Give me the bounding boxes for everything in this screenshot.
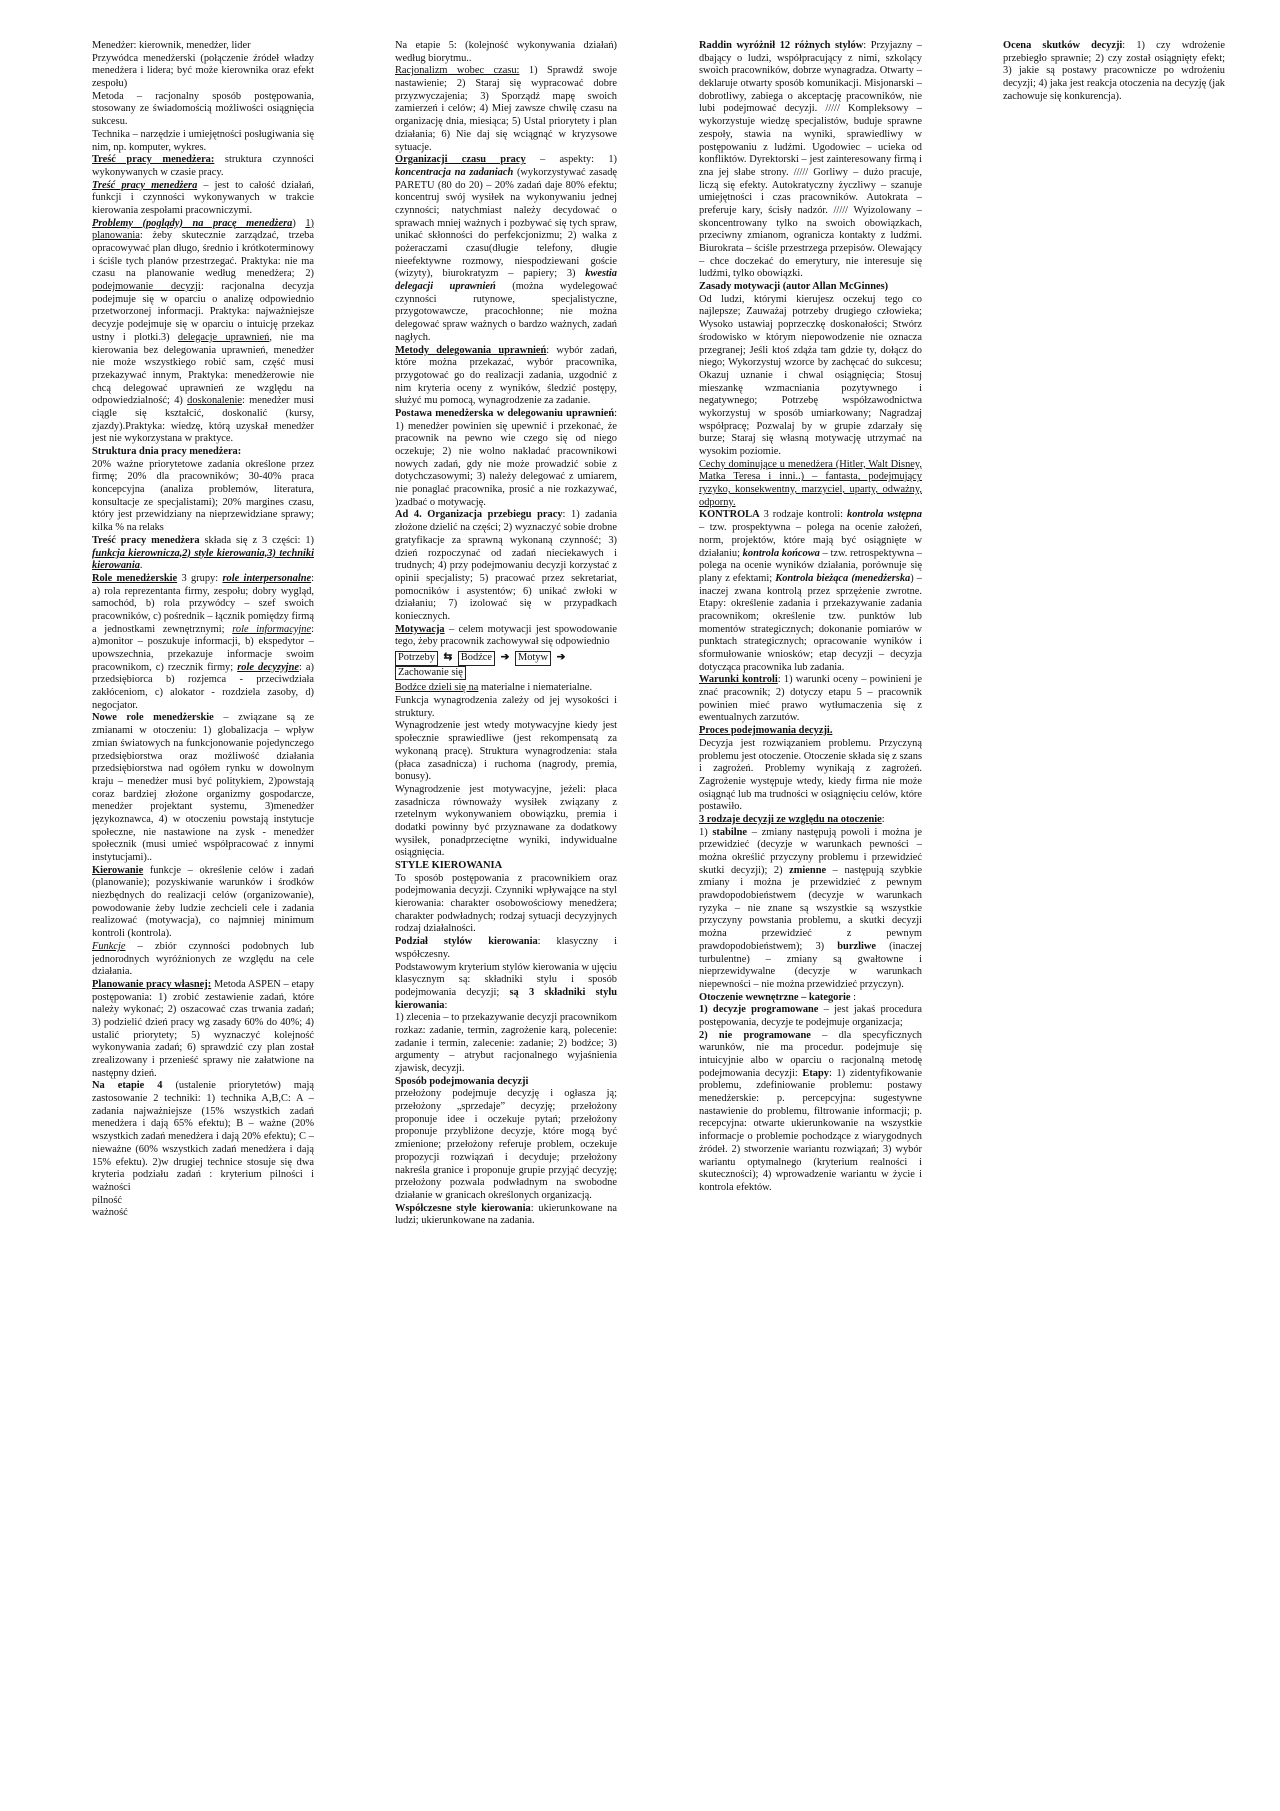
text-run: : a) rola reprezentanta firmy, zespołu; dobry wygląd, samochód, b) rola przywódcy – szef swoich pracowników, c) pośrednik – łącznik pomiędzy firmą a jednostkami zewnętrznymi; [92,572,314,635]
paragraph [92,180,314,218]
paragraph [395,65,617,154]
text-run: : wybór zadań, które można przekazać, wybór pracownika, przygotować go do realizacji zadania, uzgodnić z nim kryteria oceny z wyników, śledzić postępy, służyć mu pomocą, wynagrodzenie za zadanie. [395,344,617,407]
text-run: To sposób postępowania z pracownikiem oraz podejmowania decyzji. Czynniki wpływające na styl kierowania: charakter osobowościowy menedżera; charakter podwładnych; rodzaj sytuacji decyzyjnych rodzaj działalności. [395,872,617,935]
paragraph [92,535,314,573]
text-run: : klasyczny i współczesny. [395,936,617,960]
text-run: 1) [699,826,713,838]
paragraph [92,865,314,941]
text-run-emphasis: Racjonalizm wobec czasu: [395,65,520,77]
text-run-emphasis: Na etapie 4 [92,1080,163,1092]
text-run: Od ludzi, którymi kierujesz oczekuj tego co najlepsze; Zauważaj potrzeby drugiego człowieka; Wysoko ustawiaj poprzeczkę doskonałości; Stwórz środowisko w którym niepowodzenie nie oznacza przegranej; Jeśli ktoś zdąża tam gdzie ty, dołącz do niego; Wykorzystuj wzorce by zachęcać do sukcesu; Okazuj uznanie i chwal osiągnięcia; Stosuj mieszankę wzmacniania pozytywnego i negatywnego; Potrzebę współzawodnictwa wykorzystuj w sposób umiarkowany; Nagradzaj współpracę; Pozwalaj by w grupie zdarzały się burze; Staraj się własną motywację utrzymać na wysokim poziomie. [699,293,922,457]
text-run: 1) Sprawdź swoje nastawienie; 2) Staraj się wypracować dobre przyzwyczajenia; 3) Sporządź mapę swoich zamierzeń i celów; 4) Miej zawsze chwilę czasu na organizację dnia, miesiąca; 5) Ustal priorytety i plan działania; 6) Nie daj się wciągnąć w kryzysowe sytuacje. [395,65,617,153]
text-run: (inaczej turbulentne) – zmiany są gwałtowne i nieprzewidywalne (decyzje w warunkach niepewności – nie można przewidzieć przyczyn). [699,940,922,990]
column-4 [1003,40,1225,1780]
text-run: – celem motywacji jest spowodowanie tego, żeby pracownik zachowywał się odpowiednio [395,623,617,648]
paragraph [699,294,922,459]
paragraph [92,40,314,53]
text-run-emphasis: Kontrola bieżąca (menedżerska [775,572,911,584]
paragraph [395,154,617,344]
text-run: 3 rodzaje kontroli: [759,509,848,521]
text-run-emphasis: Ad 4. Organizacja przebiegu pracy [395,509,563,521]
paragraph [395,784,617,860]
text-run: : 1) czy wdrożenie przebiegło sprawnie; 2) czy został osiągnięty efekt; 3) jakie są postawy pracownicze po wdrożeniu decyzji; 4) jaka jest reakcja otoczenia na decyzję (jak zachowuje się konkurencja). [1003,40,1225,102]
paragraph [92,1207,314,1220]
text-run: ) [292,217,306,229]
text-run: składa się z 3 części: 1) [199,534,314,546]
text-run-emphasis: 3 rodzaje decyzji ze względu na otoczenie [699,813,882,825]
text-run-emphasis: funkcja kierownicza,2) style kierowania,3) techniki kierowania [92,547,314,572]
text-run: : żeby skutecznie zarządzać, trzeba opracowywać plan długo, średnio i krótkoterminowy i ściśle tych planów przestrzegać. Praktyka: nie ma czasu na planowanie według menedżera; 2) [92,230,314,280]
text-run: – zmiany następują powoli i można je przewidzieć (decyzje w warunkach pewności – można określić przyczyny problemu i przewidzieć skutki decyzji); 2) [699,826,922,876]
text-run-emphasis: Treść pracy menedżera [92,179,198,191]
text-run-emphasis: Treść pracy menedżera [92,534,200,546]
text-run-emphasis: są 3 składniki stylu kierowania [395,986,617,1011]
text-run-emphasis: Proces podejmowania decyzji. [699,725,833,737]
text-run-emphasis: Współczesne style kierowania [395,1202,531,1214]
text-run: – zbiór czynności podobnych lub jednorodnych wyróżnionych ze względu na cele działania. [92,940,314,978]
text-run: przełożony podejmuje decyzję i ogłasza ją; przełożony „sprzedaje” decyzję; przełożony proponuje idee i oczekuje pytań; przełożony proponuje przybliżone decyzje, które mogą być zmienione; przełożony referuje problem, oczekuje propozycji rozwiązań i decyduje; przełożony nakreśla granice i proponuje grupie przyjąć decyzję; przełożony pozwala podwładnym na swobodne działanie w granicach określonych organizacją. [395,1088,617,1201]
text-run: : Przyjazny – dbający o ludzi, współpracujący z nimi, szkolący swoich pracowników, dobrze wynagradza. Otwarty – deklaruje otwarty sposób komunikacji. Misjonarski – dobrotliwy, zabiega o akceptację pracowników, nie lubi podejmować decyzji. ///// Kompleksowy – wykorzystuje wiedzę specjalistów, buduje sprawne zespoły, stawia na wyniki, sprawiedliwy w postępowaniu z ludźmi. Ugodowiec – ucieka od konfliktów. Dyrektorski – jest zainteresowany firmą i zna jej słabe strony. ///// Gorliwy – dużo pracuje, liczą się efekty. Autokratyczny życzliwy – szanuje umiejętności i czas pracowników. Autokrata – preferuje kary, ścisły nadzór. ///// Wyizolowany – skoncentrowany tylko na swoich obowiązkach, przeciwny zmianom, ogranicza kontakty z ludźmi. Biurokrata – ściśle przestrzega przepisów. Olewający – chce doczekać do emerytury, nie interesuje się ludźmi, tylko obowiązki. [699,40,922,280]
text-run: : 1) warunki oceny – powinieni je znać pracownik; 2) dotyczy etapu 5 – pracownik powinien mieć prawo wytłumaczenia się z ewentualnych zarzutów. [699,674,922,724]
paragraph [395,695,617,720]
text-run: (wykorzystywać zasadę PARETU (80 do 20) – 20% zadań daje 80% efektu; koncentruj swój wysiłek na wykonywaniu jednej czynności; natychmiast należy decydować o sprawach mniej ważnych i pozbywać się tych spraw, unikać skłonności do perfekcjonizmu; 2) walka z pożeraczami czasu(długie telefony, długie nieefektywne rozmowy, niespodziewani goście (wizyty), biurokratyzm – papiery; 3) [395,166,617,280]
paragraph [699,725,922,738]
text-run-emphasis: role decyzyjne [237,661,299,673]
text-run: – następują szybkie zmiany i można je przewidzieć z pewnym prawdopodobieństwem (decyzje w warunkach ryzyka – nie znane są wszystkie są wszystkie przyczyny powstania problemu, a skutki decyzji można przewidzieć z pewnym prawdopodobieństwem); 3) [699,864,922,952]
text-run-emphasis: role informacyjne [232,623,312,635]
paragraph [92,941,314,979]
flow-step-stimuli: Bodźce [458,651,495,666]
paragraph [92,1195,314,1208]
flow-arrow-right: ➔ [500,652,510,663]
paragraph [395,962,617,1013]
column-1 [92,40,314,1780]
paragraph [699,459,922,510]
column-2 [395,40,617,1780]
paragraph [395,860,617,873]
paragraph [395,509,617,623]
text-run: – jest to całość działań, funkcji i czynności wykonywanych w trakcie kierowania zespołami pracowniczymi. [92,179,314,216]
text-run-emphasis: doskonalenie [187,395,242,407]
paragraph [395,40,617,65]
text-run-emphasis: Metody delegowania uprawnień [395,344,547,356]
motivation-flow [395,651,617,680]
flow-step-behaviour: Zachowanie się [395,666,466,681]
text-run-emphasis: Planowanie pracy własnej: [92,978,212,990]
text-run-emphasis: Treść pracy menedżera: [92,154,215,166]
text-run: Na etapie 5: (kolejność wykonywania działań) według biorytmu.. [395,40,617,64]
paragraph [699,1030,922,1195]
paragraph [395,345,617,408]
paragraph [395,1076,617,1089]
text-run-emphasis: Funkcje [92,940,126,952]
text-run-emphasis: Cechy dominujące u menedżera (Hitler, Walt Disney, Matka Teresa i inni..) – fantasta, podejmujący ryzyko, konsekwentny, marzyciel, uparty, odważny, odporny. [699,458,922,508]
paragraph [395,682,617,695]
text-run: : a)monitor – poszukuje informacji, b) ekspedytor – upowszechnia, przekazuje informacje swoim pracownikom, c) rzecznik firmy; [92,623,314,673]
flow-step-needs: Potrzeby [395,651,438,666]
paragraph [395,408,617,510]
text-run-emphasis: kontrola końcowa [742,547,820,559]
text-run: Metoda ASPEN – etapy postępowania: 1) zrobić zestawienie zadań, które należy wykonać; 2) oszacować czas trwania zadań; 3) podzielić dzień pracy wg zasady 60% do 40%; 4) ustalić priorytety; 5) wyznaczyć kolejność wykonywania zadań; 6) sprawdzić czy plan został zrealizowany i przenieść sprawy nie załatwione na następny dzień. [92,978,314,1079]
text-run: 3 grupy: [177,572,223,584]
text-run-emphasis: STYLE KIEROWANIA [395,860,503,871]
paragraph [395,1203,617,1228]
text-run: – dla specyficznych warunków, nie ma procedur. podejmuje się intuicyjnie albo w oparciu o racjonalną metodę podejmowania decyzji: [699,1029,922,1079]
text-run-emphasis: 1) decyzje programowane [699,1004,819,1016]
text-run-emphasis: burzliwe [837,940,876,952]
text-run: struktura czynności wykonywanych w czasie pracy. [92,154,314,178]
flow-step-motive: Motyw [515,651,551,666]
paragraph [395,1088,617,1202]
text-run: : 1) menedżer powinien się upewnić i przekonać, że pracownik na pewno wie czego się od niego oczekuje; 2) nie wolno nakładać pracownikowi nowych zadań, gdy nie może prowadzić sobie z dotychczasowymi; 3) należy delegować z umiarem, nie ponaglać pracownika, prosić a nie rozkazywać, )zadbać o motywację. [395,407,617,508]
text-run-emphasis: koncentracja na zadaniach [395,166,514,178]
text-run-emphasis: podejmowanie decyzji [92,281,201,293]
paragraph [395,873,617,936]
paragraph [699,814,922,827]
text-run: , nie ma kierowania bez delegowania uprawnień, menedżer nie może wszystkiego robić sam, część musi przekazywać innym, Praktyka: menedżerowie nie chcą delegować uprawnień ze względu na odpowiedzialność; 4) [92,331,314,407]
text-run-emphasis: kontrola wstępna [847,509,922,521]
flow-arrow-right: ➔ [556,652,566,663]
text-run: : menedżer musi ciągle się kształcić, doskonalić (kursy, zjazdy).Praktyka: wiedzę, którą uzyskał menedżer jest nie wykorzystana w praktyce. [92,395,314,445]
paragraph [92,979,314,1081]
text-run: ważność [92,1207,128,1219]
text-run-emphasis: Ocena skutków decyzji [1003,40,1123,51]
text-run: : [881,813,885,825]
text-run: : racjonalna decyzja podejmuje się w oparciu o analizę odpowiednio przetworzonej informacji. Praktyka: najważniejsze decyzje podejmuje się w oparciu o intuicję przekaz ustny i plotki.3) [92,281,314,343]
text-run-emphasis: delegacje uprawnień [177,331,270,343]
text-run-emphasis: Zasady motywacji (autor Allan McGinnes) [699,281,889,293]
column-3 [699,40,922,1780]
text-run: pilność [92,1194,123,1206]
paragraph [92,573,314,713]
text-run: – tzw. prospektywna – polega na ocenie założeń, norm, projektów, które mają być osiągnięte w działaniu; [699,522,922,559]
text-run-emphasis: Podział stylów kierowania [395,936,538,948]
text-run: (ustalenie priorytetów) mają zastosowanie 2 techniki: 1) technika A,B,C: A – zadania najważniejsze (15% wszystkich zadań menedżera i dają 65% efektu); B – ważne (20% wszystkich zadań menedżera i dają 20% efektu); C – nieważne (60% wszystkich zadań menedżera i dają 15% efektu). 2)w drugiej technice stosuje się dwa kryteria podziału zadań : kryterium pilności i ważności [92,1080,314,1193]
text-run: Wynagrodzenie jest motywacyjne, jeżeli: płaca zasadnicza równoważy wysiłek związany z rzetelnym wykonywaniem obowiązku, premia i dodatki powinny być przyznawane za dodatkowy wysiłek, ponadprzeciętne wyniki, indywidualne osiągnięcia. [395,783,617,859]
text-run-emphasis: Motywacja [395,623,445,635]
text-run-emphasis: role interpersonalne [222,572,312,584]
text-run: Przywódca menedżerski (połączenie źródeł władzy menedżera i lidera; być może kierownika oraz efekt zespołu) [92,52,314,90]
text-run: 20% ważne priorytetowe zadania określone przez firmę; 20% dla pracowników; 30-40% praca koncepcyjna (analiza problemów, literatura, konsultacje ze specjalistami); 20% margines czasu, który jest przewidziany na nieprzewidziane sprawy; kilka % na relaks [92,458,314,534]
paragraph [395,1012,617,1075]
text-run: – jest jakaś procedura postępowania, decyzje te podejmuje organizacja; [699,1004,922,1028]
paragraph [699,827,922,992]
text-run-emphasis: stabilne [712,826,748,838]
paragraph [92,154,314,179]
text-run: : a) przedsiębiorca b) rozjemca - przeciwdziała zakłóceniom, c) alokator - rozdziela zasoby, d) negocjator. [92,661,314,711]
text-run-emphasis: 1) planowania [92,217,314,242]
paragraph [699,40,922,281]
text-run: 1) zlecenia – to przekazywanie decyzji pracownikom rozkaz: zadanie, termin, zagrożenie karą, polecenie: zadanie i termin, zalecenie: zadanie; 2) bodźce; 3) argumenty – atrybut racjonalnego wyjaśnienia zjawisk, decyzji. [395,1012,617,1074]
text-run-emphasis: Etapy [802,1067,829,1079]
paragraph [395,720,617,783]
text-run-emphasis: Kierowanie [92,864,144,876]
paragraph [92,1080,314,1194]
text-run-emphasis: Raddin wyróżnił 12 różnych stylów [699,40,864,51]
text-run: – związane są ze zmianami w otoczeniu: 1) globalizacja – wpływ zmian światowych na funkcjonowanie pojedynczego przedsiębiorstwa oraz możliwość działania przedsiębiorstwa nad ogółem rynku w dowolnym kraju – menedżer musi być politykiem, 2)powstają coraz bardziej złożone organizmy gospodarcze, menedżer projektant systemu, 3)menedżer językoznawca, 4) w otoczeniu powstają instytucje społeczne, nie nastawione na zysk - menedżer społecznik (musi umieć współpracować z innymi instytucjami).. [92,712,314,863]
paragraph [699,992,922,1005]
paragraph [92,218,314,446]
text-run: ) – inaczej zwana kontrolą przez sprzężenie zwrotne. Etapy: określenie zadania i przekazywanie zadania pracownikom; określenie tzw. punktów lub momentów strategicznych; dokonanie pomiarów w punktach strategicznych; opracowanie wyników i sformułowanie wniosków; etap decyzji – decyzja dotycząca pracownika lub zadania. [699,572,922,673]
paragraph [395,624,617,649]
text-run: Podstawowym kryterium stylów kierowania w ujęciu klasycznym są: składniki stylu i sposób podejmowania decyzji; [395,961,617,998]
paragraph [92,129,314,154]
text-run-emphasis: Postawa menedżerska w delegowaniu uprawnień [395,407,615,419]
text-run: (można wydelegować czynności rutynowe, specjalistyczne, przygotowawcze, pracochłonne; nie można delegować spraw ważnych o bardzo ważnych, zadań nagłych. [395,281,617,343]
paragraph [92,712,314,864]
text-run-emphasis: 2) nie programowane [699,1029,811,1041]
text-run-emphasis: Struktura dnia pracy menedżera: [92,446,242,457]
text-run: : [850,991,856,1003]
paragraph [699,281,922,294]
text-run-emphasis: Warunki kontroli [699,674,778,686]
paragraph [92,446,314,459]
paragraph [92,91,314,129]
paragraph [92,53,314,91]
text-run-emphasis: Sposób podejmowania decyzji [395,1075,529,1087]
text-run: Funkcja wynagrodzenia zależy od jej wysokości i struktury. [395,695,617,719]
text-run: – tzw. retrospektywna – polega na ocenie wyników działania, porównuje się plany z efektami; [699,547,922,584]
text-run: Decyzja jest rozwiązaniem problemu. Przyczyną problemu jest otoczenie. Otoczenie składa się z szans i zagrożeń. Problemy wynikają z zagrożeń. Zagrożenie występuje wtedy, kiedy firma nie może osiągnąć lub ma trudności w osiągnięciu celów, które postawiło. [699,737,922,813]
paragraph [699,509,922,674]
text-run-emphasis: Otoczenie wewnętrzne – kategorie [699,991,851,1003]
text-run-emphasis: KONTROLA [699,509,760,521]
paragraph [1003,40,1225,103]
paragraph [699,674,922,725]
text-run-emphasis: Problemy (poglądy) na pracę menedżera [92,217,293,229]
paragraph [92,459,314,535]
text-run: Wynagrodzenie jest wtedy motywacyjne kiedy jest społecznie sprawiedliwe (jest rekompensatą za wykonaną pracę). Struktura wynagrodzenia: stała (płaca zasadnicza) i ruchoma (nagrody, premia, bonusy). [395,720,617,783]
text-run: : [444,999,448,1011]
text-run: funkcje – określenie celów i zadań (planowanie); pozyskiwanie warunków i środków niezbędnych do realizacji celów (organizowanie), powodowanie żeby ludzie zechcieli cele i zadania realizować (motywacja), co najmniej minimum kontroli (kontrola). [92,864,314,940]
flow-arrow-bidirectional: ⇆ [443,652,453,663]
text-run-emphasis: zmienne [789,864,827,876]
paragraph [699,738,922,814]
text-run-emphasis: Nowe role menedżerskie [92,712,214,724]
text-run: Metoda – racjonalny sposób postępowania, stosowany ze świadomością możliwości osiągnięcia sukcesu. [92,90,314,128]
text-run: : 1) zadania złożone dzielić na części; 2) wyznaczyć sobie drobne gratyfikacje za sprawną wykonaną czynność; 3) dzień rozpoczynać od zadań nieciekawych i trudnych; 4) przy podejmowaniu decyzji korzystać z opinii specjalisty; 5) pracować przez sekretariat, pomocników i asystentów; 6) unikać zwłoki w działaniu; 7) izolować się w przypadkach koniecznych. [395,509,617,622]
text-run-emphasis: Organizacji czasu pracy [395,154,526,166]
text-run: Technika – narzędzie i umiejętności posługiwania się nim, np. komputer, wykres. [92,128,314,153]
text-run: : 1) zidentyfikowanie problemu, zdefiniowanie problemu: postawy menedżerskie: p. percepcyjna: sugestywne nastawienie do problemu, filtrowanie informacji; p. recepcyjna: otwarte ukierunkowanie na wszystkie informacje o problemie pochodzące z wiarygodnych źródeł. 2) stworzenie wariantu rozwiązań; 3) wybór wariantu optymalnego (kryterium realności i skuteczności); 4) wprowadzenie wariantu w życie i kontrola efektów. [699,1067,922,1193]
text-run: – aspekty: 1) [525,154,617,166]
text-run: : ukierunkowane na ludzi; ukierunkowane na zadania. [395,1202,617,1227]
text-run: . [139,560,143,572]
text-run: Menedżer: kierownik, menedżer, lider [92,40,251,51]
text-run-emphasis: Role menedżerskie [92,572,178,584]
paragraph [699,1004,922,1029]
text-run-emphasis: Bodźce dzieli się na [395,682,479,694]
text-run-emphasis: kwestia delegacji uprawnień [395,268,617,293]
paragraph [395,936,617,961]
text-run: materialne i niematerialne. [478,682,593,694]
